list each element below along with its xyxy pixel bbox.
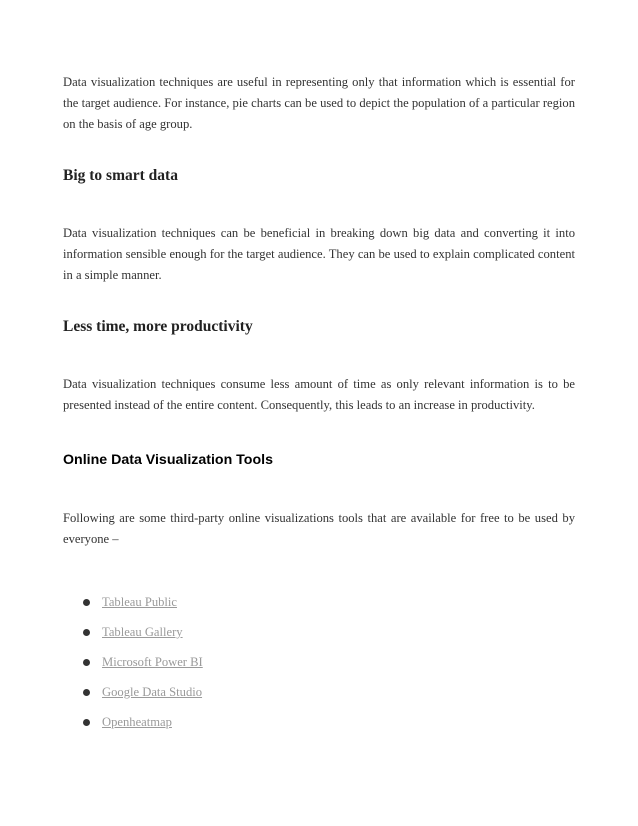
bullet-icon <box>83 629 90 636</box>
section-heading-big-to-smart-data: Big to smart data <box>63 167 178 184</box>
list-item <box>63 648 363 678</box>
section-body-less-time: Data visualization techniques consume less amount of time as only relevant information is to be presented instead of the entire content. Consequently, this leads to an increase in productivity. <box>63 377 575 412</box>
bullet-icon <box>83 659 90 666</box>
bullet-icon <box>83 689 90 696</box>
bullet-icon <box>83 719 90 726</box>
section-heading-less-time: Less time, more productivity <box>63 318 253 335</box>
tool-link-openheatmap[interactable]: Openheatmap <box>102 714 172 729</box>
bullet-icon <box>83 599 90 606</box>
list-item <box>63 618 363 648</box>
tool-link-microsoft-power-bi[interactable]: Microsoft Power BI <box>102 654 203 669</box>
intro-paragraph: Data visualization techniques are useful in representing only that information which is essential for the target audience. For instance, pie charts can be used to depict the population of a particular region on the basis of age group. <box>63 75 575 131</box>
list-item <box>63 707 363 737</box>
tool-link-tableau-public[interactable]: Tableau Public <box>102 595 178 610</box>
tool-link-tableau-gallery[interactable]: Tableau Gallery <box>102 625 183 640</box>
tool-link-google-data-studio[interactable]: Google Data Studio <box>102 684 203 699</box>
section-body-big-to-smart-data: Data visualization techniques can be beneficial in breaking down big data and converting it into information sensible enough for the target audience. They can be used to explain complicated content in a simple manner. <box>63 226 575 282</box>
tools-list <box>63 588 363 737</box>
list-item <box>63 677 363 707</box>
list-item <box>63 588 363 618</box>
tools-intro-paragraph: Following are some third-party online visualizations tools that are available for free to be used by everyone – <box>63 511 575 546</box>
tools-heading: Online Data Visualization Tools <box>63 452 273 468</box>
